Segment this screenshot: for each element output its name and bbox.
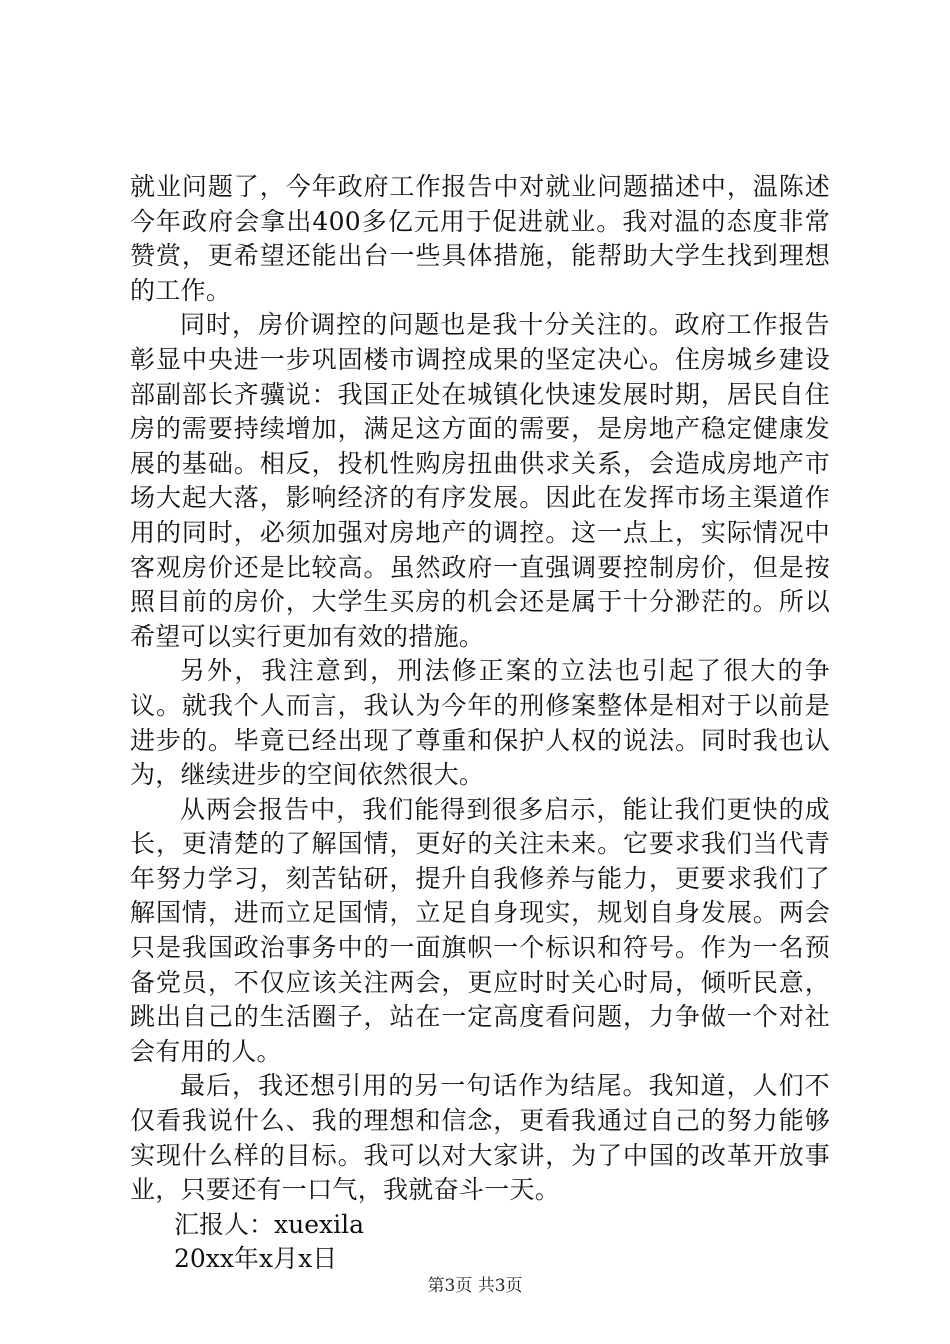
paragraph-criminal-law: 另外，我注意到，刑法修正案的立法也引起了很大的争议。就我个人而言，我认为今年的刑修案整体是相对于以前是进步的。毕竟已经出现了尊重和保护人权的说法。同时我也认为，继续进步的空间依然很大。 [130, 656, 830, 790]
paragraph-lessons: 从两会报告中，我们能得到很多启示，能让我们更快的成长，更清楚的了解国情，更好的关注未来。它要求我们当代青年努力学习，刻苦钻研，提升自我修养与能力，更要求我们了解国情，进而立足国情，立足自身现实，规划自身发展。两会只是我国政治事务中的一面旗帜一个标识和符号。作为一名预备党员，不仅应该关注两会，更应时时关心时局，倾听民意，跳出自己的生活圈子，站在一定高度看问题，力争做一个对社会有用的人。 [130, 794, 830, 1066]
report-date: 20xx年x月x日 [174, 1244, 338, 1274]
page-footer: 第3页 共3页 [427, 1276, 523, 1296]
reporter-signature: 汇报人：xuexila [174, 1209, 364, 1239]
paragraph-employment: 就业问题了，今年政府工作报告中对就业问题描述中，温陈述今年政府会拿出400多亿元用于促进就业。我对温的态度非常赞赏，更希望还能出台一些具体措施，能帮助大学生找到理想的工作。 [130, 172, 830, 305]
paragraph-conclusion: 最后，我还想引用的另一句话作为结尾。我知道，人们不仅看我说什么、我的理想和信念，更看我通过自己的努力能够实现什么样的目标。我可以对大家讲，为了中国的改革开放事业，只要还有一口气，我就奋斗一天。 [130, 1071, 830, 1205]
document-body [130, 170, 830, 1277]
paragraph-housing: 同时，房价调控的问题也是我十分关注的。政府工作报告彰显中央进一步巩固楼市调控成果的坚定决心。住房城乡建设部副部长齐骥说：我国正处在城镇化快速发展时期，居民自住房的需要持续增加，满足这方面的需要，是房地产稳定健康发展的基础。相反，投机性购房扭曲供求关系，会造成房地产市场大起大落，影响经济的有序发展。因此在发挥市场主渠道作用的同时，必须加强对房地产的调控。这一点上，实际情况中客观房价还是比较高。虽然政府一直强调要控制房价，但是按照目前的房价，大学生买房的机会还是属于十分渺茫的。所以希望可以实行更加有效的措施。 [130, 310, 830, 651]
